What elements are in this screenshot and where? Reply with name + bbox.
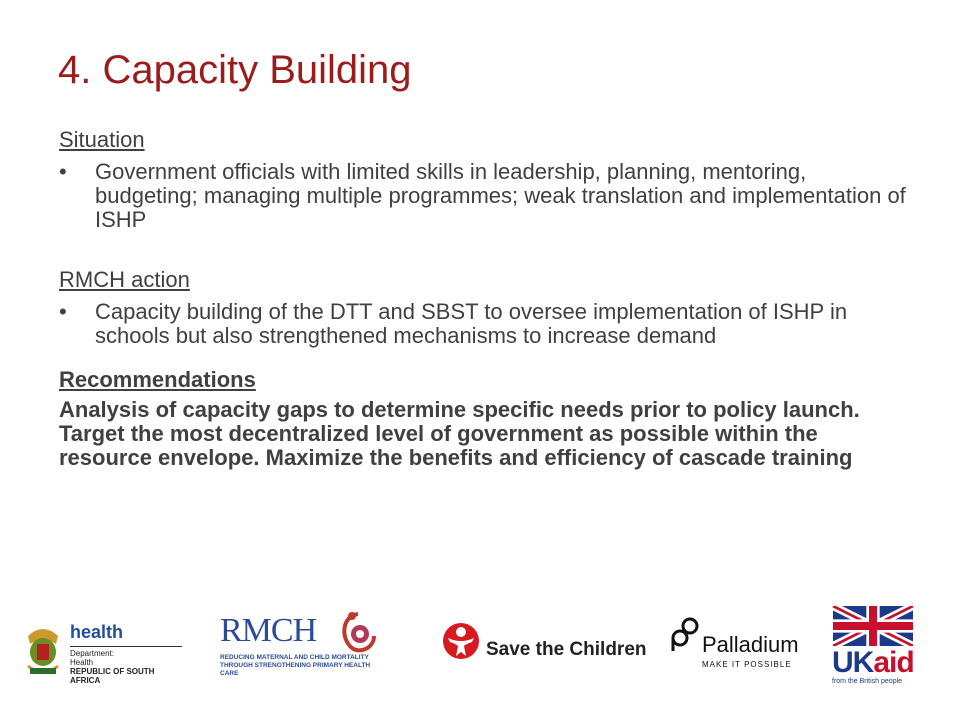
palladium-logo: [670, 614, 800, 674]
health-dept-name: Health: [70, 658, 94, 667]
partner-logos: [0, 600, 960, 690]
save-the-children-icon: [442, 622, 480, 660]
save-the-children-logo: [442, 622, 647, 666]
union-jack-icon: [832, 606, 914, 646]
ukaid-logo: [832, 606, 922, 686]
rmch-tagline-1: REDUCING MATERNAL AND CHILD MORTALITY: [220, 654, 369, 661]
recommendations-body: Analysis of capacity gaps to determine specific needs prior to policy launch. Target the most decentralized level of government as possible within the resource envelope. Maximize the benefits and efficiency of cascade training: [59, 397, 860, 470]
situation-bullet: [59, 160, 909, 232]
palladium-icon: [670, 616, 702, 652]
palladium-text: Palladium: [702, 632, 799, 657]
ukaid-aid-text: aid: [873, 646, 914, 679]
rmch-mother-child-icon: [338, 608, 378, 656]
action-heading: RMCH action: [59, 267, 190, 292]
action-bullet-text: Capacity building of the DTT and SBST to oversee implementation of ISHP in schools but also strengthened mechanisms to increase demand: [95, 299, 848, 348]
recommendations-heading: Recommendations: [59, 367, 256, 392]
palladium-tagline: MAKE IT POSSIBLE: [702, 660, 792, 669]
situation-section: [59, 128, 909, 232]
health-logo-text: health: [70, 622, 124, 642]
slide-content: [59, 128, 909, 470]
rmch-tagline-2: THROUGH STRENGTHENING PRIMARY HEALTH CARE: [220, 662, 371, 677]
rmch-logo-text: RMCH: [220, 612, 317, 649]
bullet-glyph: •: [59, 159, 67, 184]
action-bullet: [59, 300, 909, 348]
health-dept-label: Department:: [70, 649, 115, 658]
slide-title: 4. Capacity Building: [58, 48, 412, 92]
situation-heading: Situation: [59, 127, 145, 152]
ukaid-uk-text: UK: [832, 646, 874, 679]
health-country: REPUBLIC OF SOUTH AFRICA: [70, 667, 155, 685]
save-the-children-text: Save the Children: [486, 639, 647, 660]
situation-bullet-text: Government officials with limited skills in leadership, planning, mentoring, budgeting; managing multiple programmes; weak translation and implementation of ISHP: [95, 159, 906, 232]
rmch-logo: [220, 610, 380, 680]
ukaid-tagline: from the British people: [832, 678, 903, 685]
coat-of-arms-icon: [22, 622, 64, 678]
health-sa-logo: [22, 622, 182, 685]
action-section: [59, 268, 909, 348]
bullet-glyph: •: [59, 299, 67, 324]
